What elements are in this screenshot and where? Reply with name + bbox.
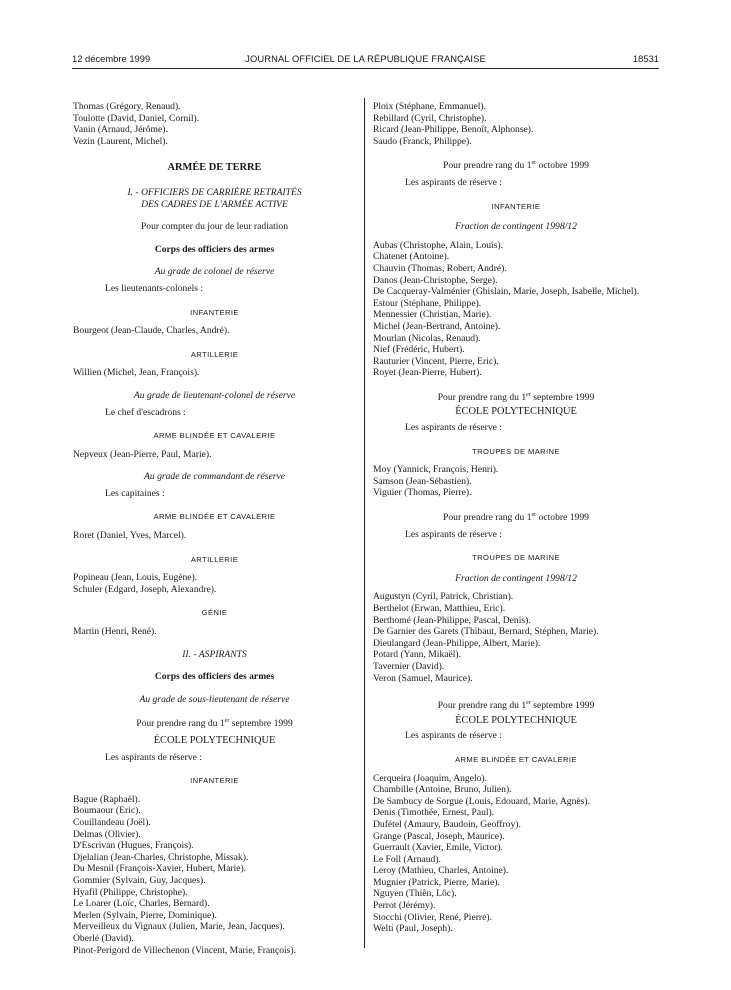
rank-date-text: octobre 1999 [536,160,589,172]
page-header [72,53,659,67]
name-entry: Grange (Pascal, Joseph, Maurice). [373,830,505,842]
rank-date-text: Pour prendre rang du 1 [136,718,225,730]
school-heading: ÉCOLE POLYTECHNIQUE [153,735,276,746]
name-entry: Le Loarer (Loïc, Charles, Bernard). [73,898,210,910]
arm-heading: TROUPES DE MARINE [472,553,560,563]
name-entry: Schuler (Edgard, Joseph, Alexandre). [73,583,217,595]
rank-date [373,158,659,172]
name-entry: Toulotte (David, Daniel, Cornil). [73,112,200,124]
school-heading: ÉCOLE POLYTECHNIQUE [455,714,577,726]
rank-label: Le chef d'escadrons : [105,406,186,418]
arm-heading: ARME BLINDÉE ET CAVALERIE [455,754,577,764]
rank-date [373,698,659,712]
name-entry: Guerrault (Xavier, Emile, Victor). [373,842,503,854]
school-heading: ÉCOLE POLYTECHNIQUE [455,406,577,418]
name-entry: Merveilleux du Vignaux (Julien, Marie, Jean, Jacques). [73,921,285,933]
name-entry: Nief (Frédéric, Hubert). [373,344,465,356]
header-title: JOURNAL OFFICIEL DE LA RÉPUBLIQUE FRANÇAISE [245,53,486,64]
section-title-line: I. - OFFICIERS DE CARRIÈRE RETRAITÉS [127,186,302,198]
name-entry: Bague (Raphaël). [73,793,141,805]
name-list [73,794,356,956]
name-entry: Chauvin (Thomas, Robert, André). [373,262,507,274]
name-entry: Berthomé (Jean-Philippe, Pascal, Denis). [373,614,531,626]
name-entry: D'Escrivan (Hugues, François). [73,840,194,852]
arm-heading: INFANTERIE [491,201,541,211]
rank-date [373,510,659,524]
name-entry: Roret (Daniel, Yves, Marcel). [73,530,187,542]
name-entry: Boumaour (Eric). [73,805,141,817]
rank-label: Les lieutenants-colonels : [105,282,204,294]
rank-label: Les aspirants de réserve : [105,751,202,763]
header-page-number: 18531 [632,53,659,64]
name-entry: Merlen (Sylvain, Pierre, Dominique). [73,909,217,921]
rank-label: Les capitaines : [105,487,165,499]
name-entry: Bourgeot (Jean-Claude, Charles, André). [73,325,230,337]
section-title [73,187,356,199]
arm-heading: INFANTERIE [190,776,239,786]
name-list [73,572,356,595]
name-entry: Berthelot (Erwan, Matthieu, Eric). [373,603,506,614]
name-entry: Cerqueira (Joaquim, Angelo). [373,772,488,784]
rank-date-text: Pour prendre rang du 1 [437,391,527,403]
name-entry: Martin (Henri, René). [73,626,157,638]
name-entry: Saudo (Franck, Philippe). [373,135,472,147]
header-date: 12 décembre 1999 [72,53,151,64]
name-entry: Vanin (Arnaud, Jérôme). [73,124,168,136]
rank-label: Les aspirants de réserve : [405,422,502,434]
name-entry: Tavernier (David). [373,660,445,672]
rank-label: Les aspirants de réserve : [405,528,502,540]
name-entry: Djelalian (Jean-Charles, Christophe, Missak). [73,851,249,863]
name-list [373,591,659,684]
name-entry: Rauturier (Vincent, Pierre, Eric). [373,355,499,367]
arm-heading: TROUPES DE MARINE [472,446,560,456]
arm-heading: ARME BLINDÉE ET CAVALERIE [153,512,276,522]
grade-heading: Au grade de sous-lieutenant de réserve [139,693,290,705]
name-entry: Nguyen (Thiên, Lôc). [373,888,457,900]
section-heading: ARMÉE DE TERRE [167,162,262,174]
rank-date [373,390,659,404]
arm-heading: INFANTERIE [190,307,239,317]
rank-label: Les aspirants de réserve : [405,176,502,188]
rank-date-text: Pour prendre rang du 1 [443,160,532,172]
grade-heading: Au grade de lieutenant-colonel de réserve [133,389,296,401]
name-entry: Aubas (Christophe, Alain, Louis). [373,239,504,251]
ordinal-suffix: er [224,718,230,725]
name-entry: Popineau (Jean, Louis, Eugène). [73,572,198,584]
name-entry: Oberlé (David). [73,932,134,944]
ordinal-suffix: er [531,160,537,167]
name-entry: Dufétel (Amaury, Baudoin, Geoffroy). [373,818,521,830]
name-entry: Hyafil (Philippe, Christophe). [73,886,188,898]
name-list [373,773,659,935]
name-entry: Leroy (Mathieu, Charles, Antoine). [373,865,509,877]
name-entry: De Cacqueray-Valménier (Ghislain, Marie, Joseph, Isabelle, Michel). [373,286,640,298]
name-entry: Stocchi (Olivier, René, Pierre). [373,911,492,923]
section-title-line: DES CADRES DE L'ARMÉE ACTIVE [141,198,288,210]
arm-heading: ARTILLERIE [190,349,239,359]
name-entry: Nepveux (Jean-Pierre, Paul, Marie). [73,448,212,460]
name-entry: Perrot (Jérémy). [373,900,436,912]
name-entry: Denis (Timothée, Ernest, Paul). [373,807,495,819]
corps-heading: Corps des officiers des armes [154,671,275,683]
name-entry: Augustyn (Cyril, Patrick, Christian). [373,591,514,603]
name-entry: Mennessier (Christian, Marie). [373,309,492,321]
name-entry: Delmas (Olivier). [73,828,141,840]
arm-heading: ARME BLINDÉE ET CAVALERIE [153,431,276,441]
rank-date [73,716,356,730]
name-entry: De Garnier des Garets (Thibaut, Bernard, Stéphen, Marie). [373,626,599,638]
name-entry: Pinot-Perigord de Villechenon (Vincent, Marie, François). [73,944,297,956]
name-entry: Samson (Jean-Sébastien). [373,475,472,487]
ordinal-suffix: er [531,512,537,519]
rank-date-text: Pour prendre rang du 1 [437,700,527,712]
name-entry: Gommier (Sylvain, Guy, Jacques). [73,874,206,886]
arm-heading: ARTILLERIE [190,554,239,564]
name-list [73,101,356,147]
rank-date-text: octobre 1999 [536,512,589,524]
name-entry: Danos (Jean-Christophe, Serge). [373,274,498,286]
date-clause: Pour compter du jour de leur radiation [140,221,289,233]
name-entry: Rebillard (Cyril, Christophe). [373,112,487,124]
rank-date-text: septembre 1999 [530,700,595,712]
ordinal-suffix: er [526,700,531,707]
fraction-heading: Fraction de contingent 1998/12 [455,221,577,233]
name-entry: Chatenet (Antoine). [373,251,450,263]
grade-heading: Au grade de colonel de réserve [154,266,275,278]
name-entry: De Sambucy de Sorgue (Louis, Edouard, Marie, Agnès). [373,795,590,807]
name-entry: Vezin (Laurent, Michel). [73,135,168,147]
arm-heading: GÉNIE [201,608,228,618]
name-entry: Mugnier (Patrick, Pierre, Marie). [373,876,500,888]
name-entry: Mourlan (Nicolas, Renaud). [373,332,481,344]
name-entry: Viguier (Thomas, Pierre). [373,487,472,499]
name-entry: Ploix (Stéphane, Emmanuel). [373,101,486,112]
rank-date-text: septembre 1999 [530,391,595,403]
name-entry: Le Foll (Arnaud). [373,853,441,865]
rank-date-text: Pour prendre rang du 1 [443,512,532,524]
fraction-heading: Fraction de contingent 1998/12 [455,572,577,584]
name-entry: Du Mesnil (François-Xavier, Hubert, Marie). [73,863,247,875]
ordinal-suffix: er [526,391,531,398]
name-list [373,240,659,379]
name-entry: Estour (Stéphane, Philippe). [373,297,482,309]
name-entry: Chambille (Antoine, Bruno, Julien). [373,784,512,796]
name-entry: Royet (Jean-Pierre, Hubert). [373,367,482,379]
right-column [373,101,659,935]
grade-heading: Au grade de commandant de réserve [144,471,285,483]
name-entry: Michel (Jean-Bertrand, Antoine). [373,320,501,332]
name-entry: Couillandeau (Joël). [73,816,151,828]
name-list [373,464,659,499]
name-list [373,101,659,147]
rank-label: Les aspirants de réserve : [405,730,502,742]
section-title: II. - ASPIRANTS [182,648,247,660]
name-entry: Ricard (Jean-Philippe, Benoît, Alphonse). [373,124,534,136]
name-entry: Moy (Yannick, François, Henri). [373,464,499,476]
header-rule [72,68,659,69]
name-entry: Willien (Michel, Jean, François). [73,367,200,379]
name-entry: Dieulangard (Jean-Philippe, Albert, Marie). [373,637,541,649]
name-entry: Thomas (Grégory, Renaud). [73,101,181,112]
left-column [73,101,356,956]
rank-date-text: septembre 1999 [229,718,293,730]
name-entry: Welti (Paul, Joseph). [373,923,453,935]
column-divider [364,98,365,948]
name-entry: Veron (Samuel, Maurice). [373,672,473,684]
name-entry: Potard (Yann, Mikaël). [373,649,462,661]
corps-heading: Corps des officiers des armes [154,243,275,255]
